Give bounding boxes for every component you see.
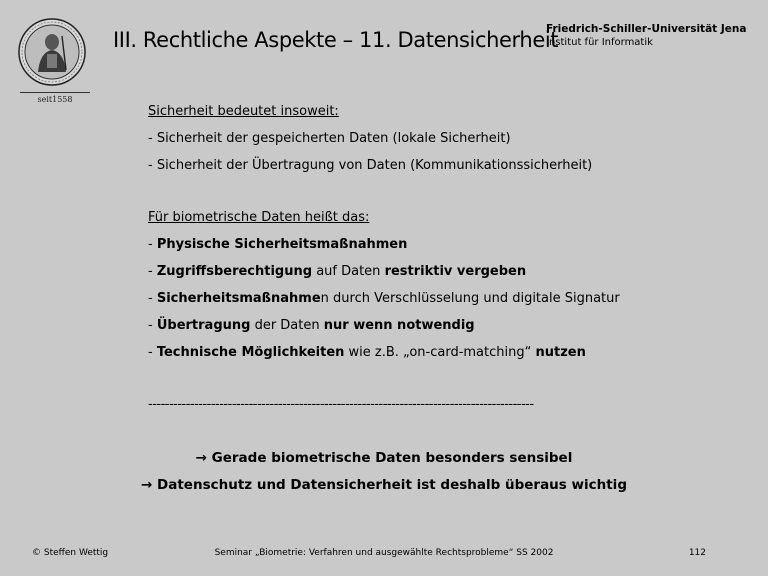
list-item: - Sicherheit der Übertragung von Daten (Kommunikationssicherheit)	[148, 158, 593, 173]
emphasis-text: Technische Möglichkeiten	[156, 345, 345, 360]
plain-text: -	[148, 264, 157, 279]
plain-text: -	[148, 345, 157, 360]
biometric-measures-list	[148, 231, 748, 366]
list-item	[148, 285, 748, 312]
emphasis-text: Zugriffsberechtigung	[156, 264, 313, 279]
conclusion-important: → Datenschutz und Datensicherheit ist deshalb überaus wichtig	[141, 477, 627, 493]
plain-text: -	[148, 237, 157, 252]
footer-seminar: Seminar „Biometrie: Verfahren und ausgewählte Rechtsprobleme“ SS 2002	[214, 548, 554, 558]
plain-text: n durch Verschlüsselung und digitale Signatur	[320, 291, 620, 306]
emphasis-text: Physische Sicherheitsmaßnahmen	[156, 237, 408, 252]
emphasis-text: Sicherheitsmaßnahme	[156, 291, 321, 306]
slide-content	[148, 98, 748, 418]
footer-page-number: 112	[688, 548, 706, 558]
section-heading-security: Sicherheit bedeutet insoweit:	[148, 104, 339, 119]
emphasis-text: nutzen	[535, 345, 586, 360]
conclusion-sensitive: → Gerade biometrische Daten besonders sensibel	[195, 450, 573, 466]
plain-text: auf Daten	[312, 264, 385, 279]
footer-author: © Steffen Wettig	[32, 548, 109, 558]
emphasis-text: restriktiv vergeben	[384, 264, 527, 279]
emphasis-text: Übertragung	[156, 318, 251, 333]
plain-text: der Daten	[250, 318, 324, 333]
list-item: - Sicherheit der gespeicherten Daten (lokale Sicherheit)	[148, 131, 511, 146]
slide-title: III. Rechtliche Aspekte – 11. Datensicherheit	[113, 28, 559, 52]
plain-text: wie z.B. „on-card-matching“	[344, 345, 536, 360]
logo-caption: seit1558	[37, 95, 73, 104]
list-item	[148, 339, 748, 366]
university-seal-logo	[18, 18, 86, 86]
university-name: Friedrich-Schiller-Universität Jena	[546, 23, 747, 35]
list-item	[148, 312, 748, 339]
plain-text: -	[148, 291, 157, 306]
emphasis-text: nur wenn notwendig	[323, 318, 475, 333]
separator-line: --------------------------------------------------------------------------------------------	[148, 397, 534, 412]
section-heading-biometric: Für biometrische Daten heißt das:	[148, 210, 370, 225]
list-item	[148, 231, 748, 258]
institute-name: Institut für Informatik	[546, 37, 653, 48]
plain-text: -	[148, 318, 157, 333]
logo-divider	[20, 92, 90, 93]
list-item	[148, 258, 748, 285]
